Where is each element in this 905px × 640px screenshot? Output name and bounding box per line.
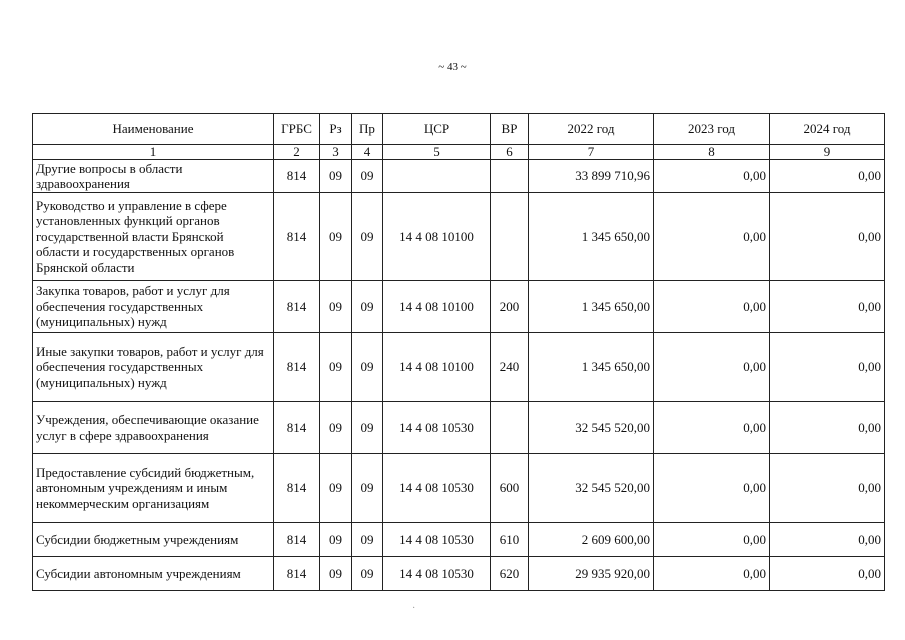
row-name: Закупка товаров, работ и услуг для обеспечения государственных (муниципальных) нужд <box>33 281 274 333</box>
row-vr: 240 <box>491 333 529 402</box>
header-name: Наименование <box>33 114 274 145</box>
row-csr: 14 4 08 10100 <box>383 281 491 333</box>
row-2022: 32 545 520,00 <box>529 454 654 523</box>
table-row <box>33 454 885 523</box>
row-2022: 1 345 650,00 <box>529 193 654 281</box>
header-row <box>33 114 885 145</box>
row-2024: 0,00 <box>770 454 885 523</box>
row-2023: 0,00 <box>654 454 770 523</box>
row-csr: 14 4 08 10530 <box>383 402 491 454</box>
row-rz: 09 <box>320 160 352 193</box>
row-2023: 0,00 <box>654 160 770 193</box>
row-rz: 09 <box>320 281 352 333</box>
row-2023: 0,00 <box>654 557 770 591</box>
row-pr: 09 <box>352 160 383 193</box>
row-2024: 0,00 <box>770 160 885 193</box>
row-name: Субсидии бюджетным учреждениям <box>33 523 274 557</box>
row-pr: 09 <box>352 557 383 591</box>
row-2024: 0,00 <box>770 523 885 557</box>
row-rz: 09 <box>320 402 352 454</box>
row-pr: 09 <box>352 281 383 333</box>
header-grbs: ГРБС <box>274 114 320 145</box>
row-vr: 600 <box>491 454 529 523</box>
row-vr: 620 <box>491 557 529 591</box>
header-2023: 2023 год <box>654 114 770 145</box>
row-pr: 09 <box>352 454 383 523</box>
row-grbs: 814 <box>274 333 320 402</box>
row-csr: 14 4 08 10530 <box>383 557 491 591</box>
row-2023: 0,00 <box>654 281 770 333</box>
row-name: Субсидии автономным учреждениям <box>33 557 274 591</box>
table-row <box>33 402 885 454</box>
row-2022: 1 345 650,00 <box>529 333 654 402</box>
row-name: Руководство и управление в сфере установленных функций органов государственной власти Брянской области и государственных органов Брянской области <box>33 193 274 281</box>
column-number: 9 <box>770 145 885 160</box>
row-vr <box>491 160 529 193</box>
row-2022: 2 609 600,00 <box>529 523 654 557</box>
column-number: 7 <box>529 145 654 160</box>
row-pr: 09 <box>352 523 383 557</box>
row-vr: 200 <box>491 281 529 333</box>
row-grbs: 814 <box>274 557 320 591</box>
column-number: 5 <box>383 145 491 160</box>
row-grbs: 814 <box>274 281 320 333</box>
row-pr: 09 <box>352 402 383 454</box>
column-number-row <box>33 145 885 160</box>
row-grbs: 814 <box>274 160 320 193</box>
row-grbs: 814 <box>274 402 320 454</box>
column-number: 4 <box>352 145 383 160</box>
row-csr: 14 4 08 10100 <box>383 333 491 402</box>
column-number: 8 <box>654 145 770 160</box>
table-row <box>33 523 885 557</box>
row-rz: 09 <box>320 454 352 523</box>
column-number: 1 <box>33 145 274 160</box>
budget-table <box>32 113 885 591</box>
row-name: Иные закупки товаров, работ и услуг для обеспечения государственных (муниципальных) нужд <box>33 333 274 402</box>
row-grbs: 814 <box>274 193 320 281</box>
row-2022: 1 345 650,00 <box>529 281 654 333</box>
row-2023: 0,00 <box>654 193 770 281</box>
row-2024: 0,00 <box>770 402 885 454</box>
row-grbs: 814 <box>274 523 320 557</box>
row-2024: 0,00 <box>770 557 885 591</box>
table-row <box>33 160 885 193</box>
scan-speck: · <box>412 603 416 614</box>
table-row <box>33 333 885 402</box>
row-grbs: 814 <box>274 454 320 523</box>
table-row <box>33 557 885 591</box>
column-number: 6 <box>491 145 529 160</box>
row-rz: 09 <box>320 557 352 591</box>
column-number: 3 <box>320 145 352 160</box>
row-vr <box>491 193 529 281</box>
row-name: Предоставление субсидий бюджетным, автономным учреждениям и иным некоммерческим организациям <box>33 454 274 523</box>
row-name: Другие вопросы в области здравоохранения <box>33 160 274 193</box>
row-2022: 33 899 710,96 <box>529 160 654 193</box>
row-2024: 0,00 <box>770 193 885 281</box>
row-2023: 0,00 <box>654 523 770 557</box>
row-2024: 0,00 <box>770 333 885 402</box>
row-2024: 0,00 <box>770 281 885 333</box>
header-vr: ВР <box>491 114 529 145</box>
row-2023: 0,00 <box>654 333 770 402</box>
row-csr: 14 4 08 10100 <box>383 193 491 281</box>
row-vr: 610 <box>491 523 529 557</box>
row-rz: 09 <box>320 193 352 281</box>
row-csr: 14 4 08 10530 <box>383 523 491 557</box>
row-csr: 14 4 08 10530 <box>383 454 491 523</box>
row-pr: 09 <box>352 333 383 402</box>
header-rz: Рз <box>320 114 352 145</box>
row-2023: 0,00 <box>654 402 770 454</box>
row-name: Учреждения, обеспечивающие оказание услуг в сфере здравоохранения <box>33 402 274 454</box>
header-csr: ЦСР <box>383 114 491 145</box>
row-csr <box>383 160 491 193</box>
page-number: ~ 43 ~ <box>438 61 467 73</box>
row-vr <box>491 402 529 454</box>
row-2022: 29 935 920,00 <box>529 557 654 591</box>
header-pr: Пр <box>352 114 383 145</box>
row-rz: 09 <box>320 333 352 402</box>
row-pr: 09 <box>352 193 383 281</box>
table-row <box>33 193 885 281</box>
header-2024: 2024 год <box>770 114 885 145</box>
table-row <box>33 281 885 333</box>
row-rz: 09 <box>320 523 352 557</box>
header-2022: 2022 год <box>529 114 654 145</box>
column-number: 2 <box>274 145 320 160</box>
row-2022: 32 545 520,00 <box>529 402 654 454</box>
